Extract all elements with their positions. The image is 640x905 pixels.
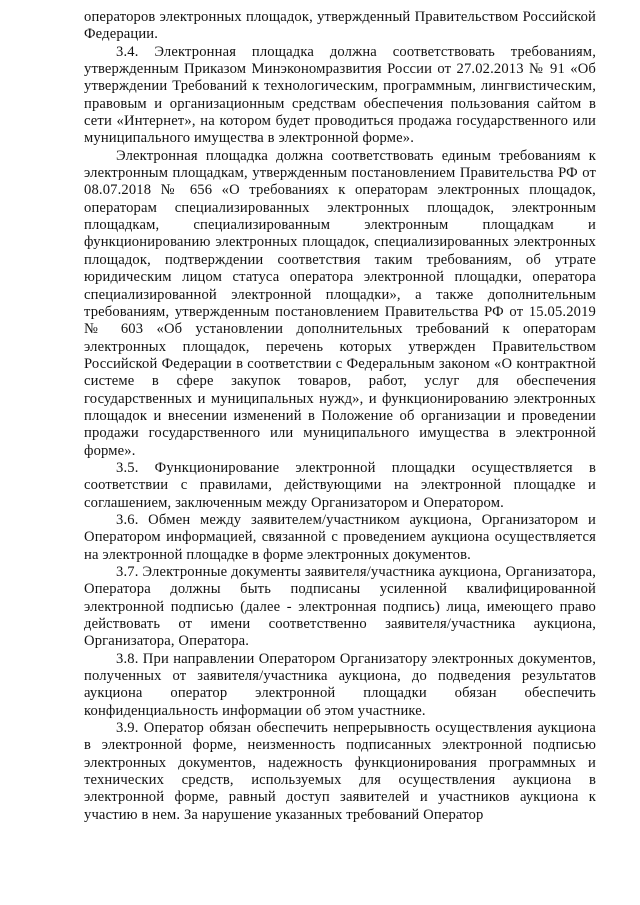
paragraph-3-7: 3.7. Электронные документы заявителя/участника аукциона, Организатора, Оператора должны быть подписаны усиленной квалифицированной электронной подписью (далее - электронная подпись) лица, имеющего право действовать от имени соответственно заявителя/участника аукциона, Организатора, Оператора. — [84, 564, 596, 650]
paragraph-3-6: 3.6. Обмен между заявителем/участником аукциона, Организатором и Оператором информацией, связанной с проведением аукциона осуществляется на электронной площадке в форме электронных документов. — [84, 511, 596, 563]
document-body — [84, 9, 596, 824]
paragraph-3-9: 3.9. Оператор обязан обеспечить непрерывность осуществления аукциона в электронной форме, неизменность подписанных электронной подписью электронных документов, надежность функционирования программных и технических средств, используемых для осуществления аукциона в электронной форме, равный доступ заявителей и участников аукциона к участию в нем. За нарушение указанных требований Оператор — [84, 720, 596, 823]
paragraph-3-4-requirements: Электронная площадка должна соответствовать единым требованиям к электронным площадкам, утвержденным постановлением Правительства РФ от 08.07.2018 № 656 «О требованиях к операторам электронных площадок, операторам специализированных электронных площадок, электронным площадкам, специализированным электронным площадкам и функционированию электронных площадок, специализированных электронных площадок, подтверждении соответствия таким требованиям, об утрате юридическим лицом статуса оператора электронной площадки, оператора специализированной электронной площадки», а также дополнительным требованиям, утвержденным постановлением Правительства РФ от 15.05.2019 № 603 «Об установлении дополнительных требований к операторам электронных площадок, перечень которых утвержден Правительством Российской Федерации в соответствии с Федеральным законом «О контрактной системе в сфере закупок товаров, работ, услуг для обеспечения государственных и муниципальных нужд», и функционированию электронных площадок и внесении изменений в Положение об организации и проведении продажи государственного или муниципального имущества в электронной форме». — [84, 147, 596, 459]
paragraph-continuation: операторов электронных площадок, утвержденный Правительством Российской Федерации. — [84, 9, 596, 43]
paragraph-3-5: 3.5. Функционирование электронной площадки осуществляется в соответствии с правилами, действующими на электронной площадке и соглашением, заключенным между Организатором и Оператором. — [84, 459, 596, 511]
paragraph-3-8: 3.8. При направлении Оператором Организатору электронных документов, полученных от заявителя/участника аукциона, до подведения результатов аукциона оператор электронной площадки обязан обеспечить конфиденциальность информации об этом участнике. — [84, 650, 596, 719]
paragraph-3-4: 3.4. Электронная площадка должна соответствовать требованиям, утвержденным Приказом Минэкономразвития России от 27.02.2013 № 91 «Об утверждении Требований к технологическим, программным, лингвистическим, правовым и организационным средствам обеспечения пользования сайтом в сети «Интернет», на котором будет проводиться продажа государственного или муниципального имущества в электронной форме». — [84, 43, 596, 147]
